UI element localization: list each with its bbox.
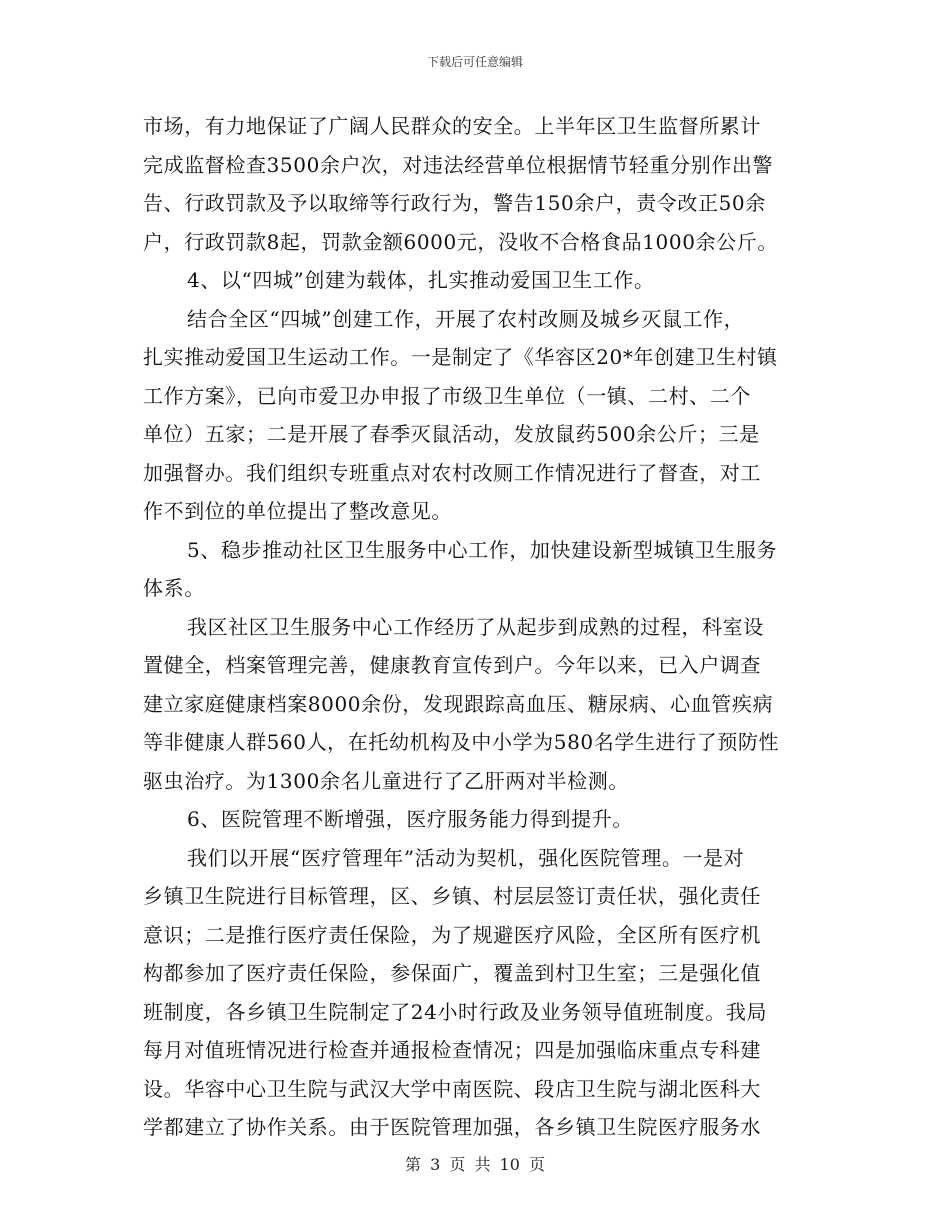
text-line: 6、医院管理不断增强，医疗服务能力得到提升。 [187, 807, 633, 831]
text-line: 完成监督检查3500余户次，对违法经营单位根据情节轻重分别作出警 [143, 152, 774, 177]
text-line: 扎实推动爱国卫生运动工作。一是制定了《华容区20*年创建卫生村镇 [143, 345, 778, 369]
text-line: 5、稳步推动社区卫生服务中心工作，加快建设新型城镇卫生服务 [187, 537, 778, 562]
text-line: 乡镇卫生院进行目标管理，区、乡镇、村层层签订责任状，强化责任 [143, 884, 761, 908]
text-line: 体系。 [143, 576, 205, 600]
text-line: 每月对值班情况进行检查并通报检查情况；四是加强临床重点专科建 [143, 1038, 761, 1062]
text-line: 作不到位的单位提出了整改意见。 [143, 499, 452, 523]
text-line: 工作方案》，已向市爱卫办申报了市级卫生单位（一镇、二村、二个 [143, 383, 751, 408]
text-line: 我们以开展“医疗管理年”活动为契机，强化医院管理。一是对 [187, 845, 745, 870]
text-line: 意识；二是推行医疗责任保险，为了规避医疗风险，全区所有医疗机 [143, 922, 761, 947]
document-body [143, 107, 807, 1147]
text-line: 建立家庭健康档案8000余份，发现跟踪高血压、糖尿病、心血管疾病 [143, 691, 774, 716]
header-note: 下载后可任意编辑 [426, 55, 523, 69]
text-line: 告、行政罚款及予以取缔等行政行为，警告150余户，责令改正50余 [143, 191, 766, 215]
text-line: 市场，有力地保证了广阔人民群众的安全。上半年区卫生监督所累计 [143, 114, 761, 138]
text-line: 我区社区卫生服务中心工作经历了从起步到成熟的过程，科室设 [187, 614, 764, 639]
text-line: 学都建立了协作关系。由于医院管理加强，各乡镇卫生院医疗服务水 [143, 1115, 761, 1139]
text-line: 加强督办。我们组织专班重点对农村改厕工作情况进行了督查，对工 [143, 460, 761, 485]
text-line: 4、以“四城”创建为载体，扎实推动爱国卫生工作。 [187, 268, 655, 292]
page-number-footer: 第 3 页 共 10 页 [405, 1155, 545, 1174]
text-line: 驱虫治疗。为1300余名儿童进行了乙肝两对半检测。 [143, 768, 629, 793]
text-line: 班制度，各乡镇卫生院制定了24小时行政及业务领导值班制度。我局 [143, 999, 768, 1024]
text-line: 单位）五家；二是开展了春季灭鼠活动，发放鼠药500余公斤；三是 [143, 422, 760, 446]
text-line: 等非健康人群560人，在托幼机构及中小学为580名学生进行了预防性 [143, 730, 780, 754]
text-line: 户，行政罚款8起，罚款金额6000元，没收不合格食品1000余公斤。 [143, 229, 778, 254]
text-line: 设。华容中心卫生院与武汉大学中南医院、段店卫生院与湖北医科大 [143, 1076, 761, 1101]
text-line: 结合全区“四城”创建工作，开展了农村改厕及城乡灭鼠工作， [187, 306, 745, 331]
text-line: 置健全，档案管理完善，健康教育宣传到户。今年以来，已入户调查 [143, 653, 761, 677]
text-line: 构都参加了医疗责任保险，参保面广，覆盖到村卫生室；三是强化值 [143, 961, 761, 985]
